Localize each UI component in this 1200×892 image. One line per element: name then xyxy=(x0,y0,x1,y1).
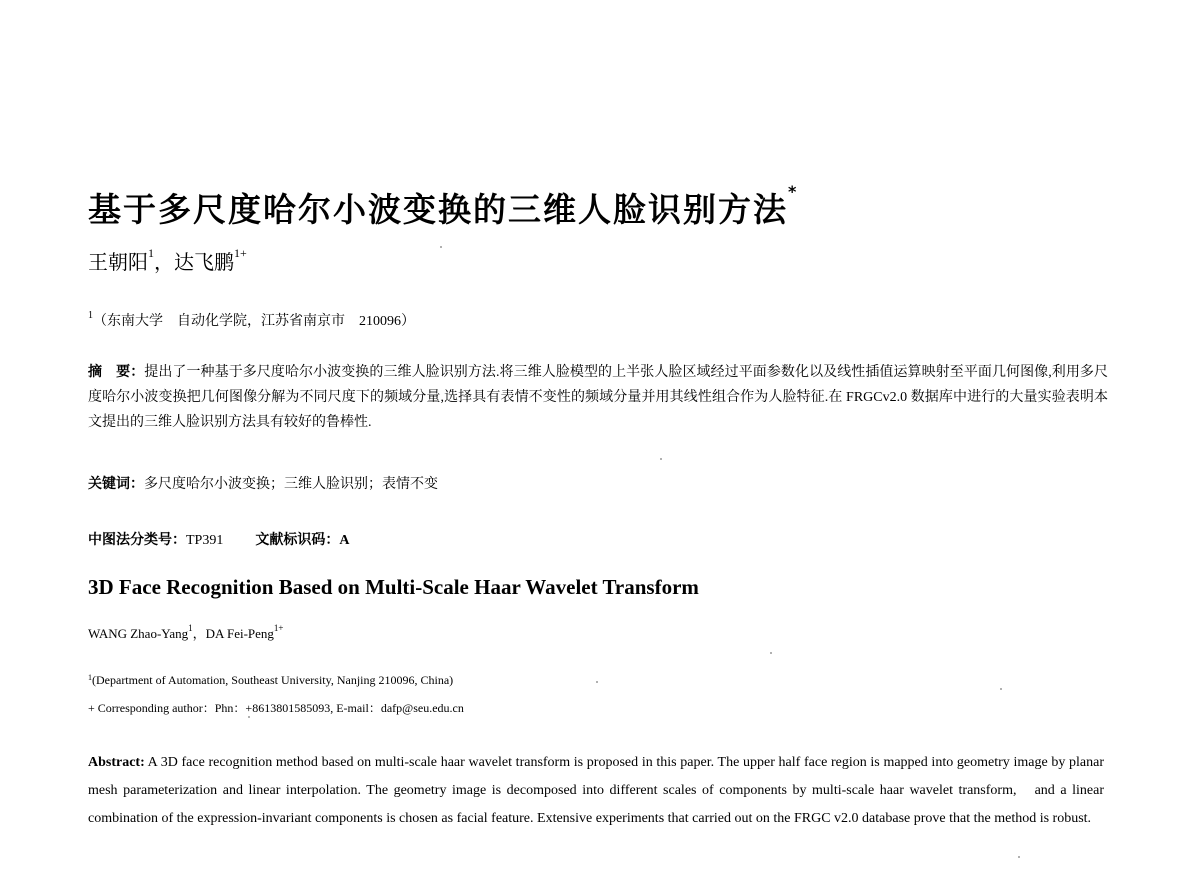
author-2-cn: 达飞鹏 xyxy=(174,252,234,274)
abstract-cn-text: 提出了一种基于多尺度哈尔小波变换的三维人脸识别方法.将三维人脸模型的上半张人脸区域经过平面参数化以及线性插值运算映射至平面几何图像,利用多尺度哈尔小波变换把几何图像分解为不同尺度下的频域分量,选择具有表情不变性的频域分量并用其线性组合作为人脸特征.在 FRGCv2.0 数据库中进行的大量实验表明本文提出的三维人脸识别方法具有较好的鲁棒性. xyxy=(88,365,1109,430)
author-2-en: DA Fei-Peng xyxy=(205,626,274,641)
scan-speck xyxy=(248,716,250,718)
author-separator-cn: ， xyxy=(154,252,174,274)
chinese-keywords xyxy=(88,473,438,493)
author-2-cn-affil: 1+ xyxy=(234,246,247,260)
keywords-cn-label: 关键词： xyxy=(88,477,144,492)
chinese-authors xyxy=(88,246,247,275)
abstract-en-text: A 3D face recognition method based on multi-scale haar wavelet transform is proposed in this paper. The upper half face region is mapped into geometry image by planar mesh parameterization and linear interpolation. The geometry image is decomposed into different scales of components by multi-scale haar wavelet transform, and a linear combination of the expression-invariant components is chosen as facial feature. Extensive experiments that carried out on the FRGC v2.0 database prove that the method is robust. xyxy=(88,755,1104,826)
author-2-en-affil: 1+ xyxy=(273,623,284,633)
affiliation-cn-mark: 1 xyxy=(88,310,93,321)
scan-speck xyxy=(770,652,772,654)
chinese-affiliation xyxy=(88,310,415,330)
clc-value: TP391 xyxy=(186,533,224,548)
author-1-en: WANG Zhao-Yang xyxy=(88,626,189,641)
abstract-en-label: Abstract: xyxy=(88,755,145,770)
doc-code-label: 文献标识码： xyxy=(255,533,340,548)
title-footnote-mark: * xyxy=(788,182,799,201)
author-1-cn-affil: 1 xyxy=(148,246,154,260)
english-title: 3D Face Recognition Based on Multi-Scale Haar Wavelet Transform xyxy=(88,575,699,599)
author-1-en-affil: 1 xyxy=(188,623,193,633)
english-affiliation xyxy=(88,673,453,688)
affiliation-cn-text: （东南大学 自动化学院，江苏省南京市 210096） xyxy=(93,314,415,329)
affiliation-en-text: (Department of Automation, Southeast University, Nanjing 210096, China) xyxy=(92,673,454,687)
english-abstract xyxy=(88,749,1104,833)
chinese-title-text: 基于多尺度哈尔小波变换的三维人脸识别方法 xyxy=(88,190,788,229)
scan-speck xyxy=(596,681,598,683)
english-authors xyxy=(88,623,283,642)
classification-line xyxy=(88,529,349,549)
chinese-title xyxy=(88,184,798,231)
chinese-abstract xyxy=(88,360,1108,435)
clc-label: 中图法分类号： xyxy=(88,533,186,548)
scan-speck xyxy=(440,246,442,248)
scan-speck xyxy=(1018,856,1020,858)
author-1-cn: 王朝阳 xyxy=(88,252,148,274)
author-separator-en: ， xyxy=(192,626,206,641)
affiliation-en-mark: 1 xyxy=(88,673,92,682)
doc-code-value: A xyxy=(339,533,350,548)
corresponding-author: + Corresponding author：Phn：+8613801585093, E-mail：dafp@seu.edu.cn xyxy=(88,701,464,715)
scan-speck xyxy=(660,458,662,460)
keywords-cn-text: 多尺度哈尔小波变换；三维人脸识别；表情不变 xyxy=(144,477,438,492)
abstract-cn-label: 摘 要： xyxy=(88,365,145,380)
scan-speck xyxy=(1000,688,1002,690)
